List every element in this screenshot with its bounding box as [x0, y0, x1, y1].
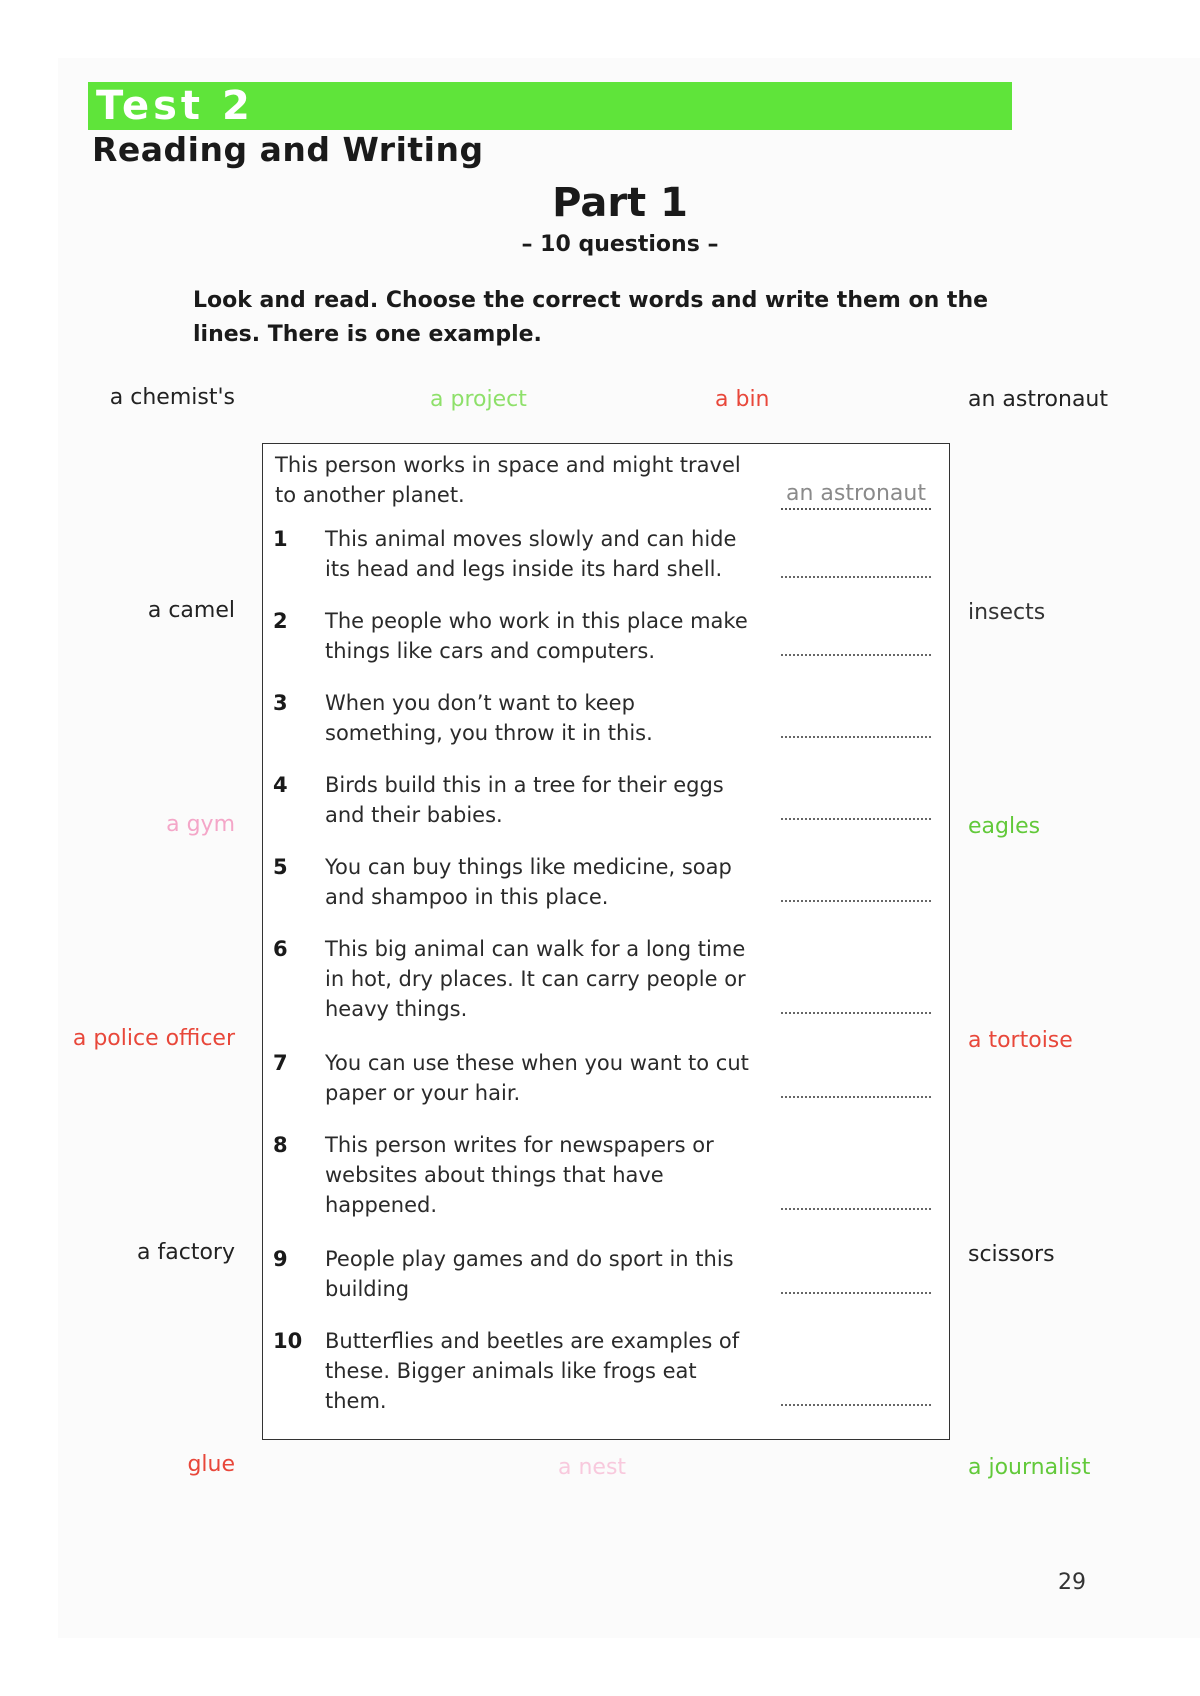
- answer-line[interactable]: [781, 736, 931, 738]
- word-bank-item: a gym: [166, 812, 235, 837]
- answer-line[interactable]: [781, 1012, 931, 1014]
- question-text: You can buy things like medicine, soap and shampoo in this place.: [325, 855, 732, 909]
- example-answer: an astronaut: [781, 480, 931, 510]
- question-number: 9: [273, 1247, 288, 1271]
- word-bank-item: eagles: [968, 814, 1041, 839]
- answer-line[interactable]: [781, 900, 931, 902]
- answer-line[interactable]: [781, 654, 931, 656]
- answer-line[interactable]: [781, 1096, 931, 1098]
- word-bank-item: scissors: [968, 1242, 1055, 1267]
- answer-line[interactable]: [781, 1292, 931, 1294]
- word-bank-item: glue: [187, 1452, 235, 1477]
- part-subtitle: – 10 questions –: [521, 232, 719, 257]
- question-number: 6: [273, 937, 288, 961]
- question-text: This person writes for newspapers or websites about things that have happened.: [325, 1133, 714, 1217]
- question-number: 3: [273, 691, 288, 715]
- question-number: 8: [273, 1133, 288, 1157]
- word-bank-item: insects: [968, 600, 1046, 625]
- word-bank-item: a tortoise: [968, 1028, 1073, 1053]
- test-title: Test 2: [96, 83, 254, 129]
- question-number: 7: [273, 1051, 288, 1075]
- word-bank-item: a bin: [715, 387, 770, 412]
- question-text: When you don’t want to keep something, you throw it in this.: [325, 691, 653, 745]
- section-title: Reading and Writing: [92, 130, 484, 169]
- page-number: 29: [1058, 1570, 1086, 1595]
- word-bank-item: a chemist's: [109, 385, 235, 410]
- word-bank-item: a police officer: [72, 1026, 235, 1051]
- answer-line[interactable]: [781, 818, 931, 820]
- question-text: The people who work in this place make things like cars and computers.: [325, 609, 748, 663]
- question-number: 1: [273, 527, 288, 551]
- example-question: This person works in space and might travel to another planet.: [275, 453, 741, 507]
- question-text: This big animal can walk for a long time in hot, dry places. It can carry people or heavy things.: [325, 937, 746, 1021]
- word-bank-item: a journalist: [968, 1455, 1091, 1480]
- answer-line[interactable]: [781, 576, 931, 578]
- word-bank-item: an astronaut: [968, 387, 1109, 412]
- question-text: You can use these when you want to cut paper or your hair.: [325, 1051, 749, 1105]
- question-text: People play games and do sport in this building: [325, 1247, 734, 1301]
- part-title: Part 1: [552, 180, 688, 226]
- question-text: Birds build this in a tree for their eggs and their babies.: [325, 773, 724, 827]
- question-number: 10: [273, 1329, 303, 1353]
- question-text: This animal moves slowly and can hide its head and legs inside its hard shell.: [325, 527, 737, 581]
- word-bank-item: a camel: [147, 598, 235, 623]
- answer-line[interactable]: [781, 1404, 931, 1406]
- question-number: 2: [273, 609, 288, 633]
- question-text: Butterflies and beetles are examples of these. Bigger animals like frogs eat them.: [325, 1329, 740, 1413]
- question-number: 4: [273, 773, 288, 797]
- instructions: Look and read. Choose the correct words and write them on the lines. There is one example.: [193, 288, 989, 347]
- word-bank-item: a project: [430, 387, 527, 412]
- question-number: 5: [273, 855, 288, 879]
- word-bank-item: a nest: [558, 1455, 627, 1480]
- questions-box: [262, 443, 950, 1440]
- word-bank-item: a factory: [137, 1240, 235, 1265]
- answer-line[interactable]: [781, 1208, 931, 1210]
